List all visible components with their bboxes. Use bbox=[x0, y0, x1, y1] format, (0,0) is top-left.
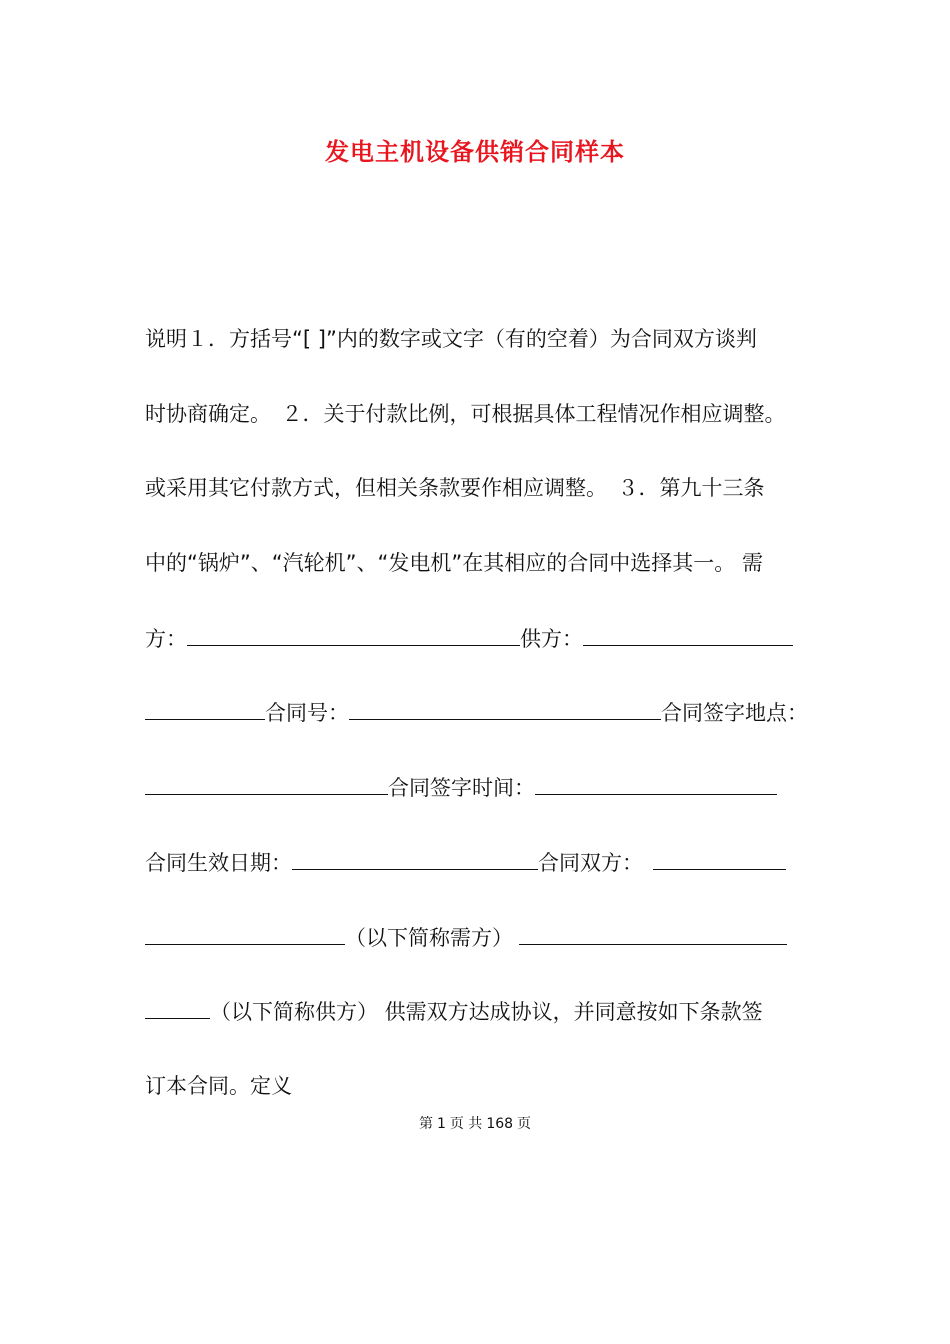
body-line-9 bbox=[145, 917, 825, 957]
document-title: 发电主机设备供销合同样本 bbox=[325, 138, 625, 166]
seller-blank-cont bbox=[145, 692, 265, 720]
footer-middle: 页 共 bbox=[449, 1116, 483, 1132]
footer-page-number: 1 bbox=[436, 1116, 446, 1132]
sign-place-blank bbox=[145, 767, 388, 795]
body-line-4: 中的“锅炉”、“汽轮机”、“发电机”在其相应的合同中选择其一。 需 bbox=[145, 551, 763, 575]
sign-place-label: 合同签字地点： bbox=[661, 701, 808, 725]
footer-prefix: 第 bbox=[418, 1116, 433, 1132]
body-line-1: 说明１．方括号“[ ]”内的数字或文字（有的空着）为合同双方谈判 bbox=[145, 327, 757, 351]
body-line-5 bbox=[145, 618, 825, 658]
buyer-name-blank bbox=[145, 917, 345, 945]
body-line-8 bbox=[145, 842, 825, 882]
contract-no-blank bbox=[349, 692, 661, 720]
footer-suffix: 页 bbox=[517, 1116, 532, 1132]
effective-date-label: 合同生效日期： bbox=[145, 851, 292, 875]
body-line-3: 或采用其它付款方式，但相关条款要作相应调整。 ３．第九十三条 bbox=[145, 476, 765, 500]
effective-date-blank bbox=[292, 842, 538, 870]
seller-name-blank bbox=[519, 917, 787, 945]
seller-label: 供方： bbox=[520, 627, 583, 651]
contract-no-label: 合同号： bbox=[265, 701, 349, 725]
parties-blank bbox=[653, 842, 786, 870]
sign-time-blank bbox=[535, 767, 777, 795]
body-line-6 bbox=[145, 692, 825, 732]
parties-label: 合同双方： bbox=[538, 851, 643, 875]
seller-blank bbox=[583, 618, 793, 646]
page-footer bbox=[0, 1113, 950, 1133]
body-line-7 bbox=[145, 767, 825, 807]
body-line-11: 订本合同。定义 bbox=[145, 1074, 292, 1098]
buyer-abbrev-text: （以下简称需方） bbox=[345, 926, 513, 950]
sign-time-label: 合同签字时间： bbox=[388, 776, 535, 800]
footer-total-pages: 168 bbox=[486, 1116, 514, 1132]
seller-name-blank-cont bbox=[145, 991, 210, 1019]
buyer-blank bbox=[187, 618, 520, 646]
buyer-label: 方： bbox=[145, 627, 187, 651]
body-line-2: 时协商确定。 ２．关于付款比例，可根据具体工程情况作相应调整。 bbox=[145, 402, 786, 426]
body-line-10 bbox=[145, 991, 825, 1031]
seller-abbrev-text: （以下简称供方） 供需双方达成协议，并同意按如下条款签 bbox=[210, 1000, 763, 1024]
